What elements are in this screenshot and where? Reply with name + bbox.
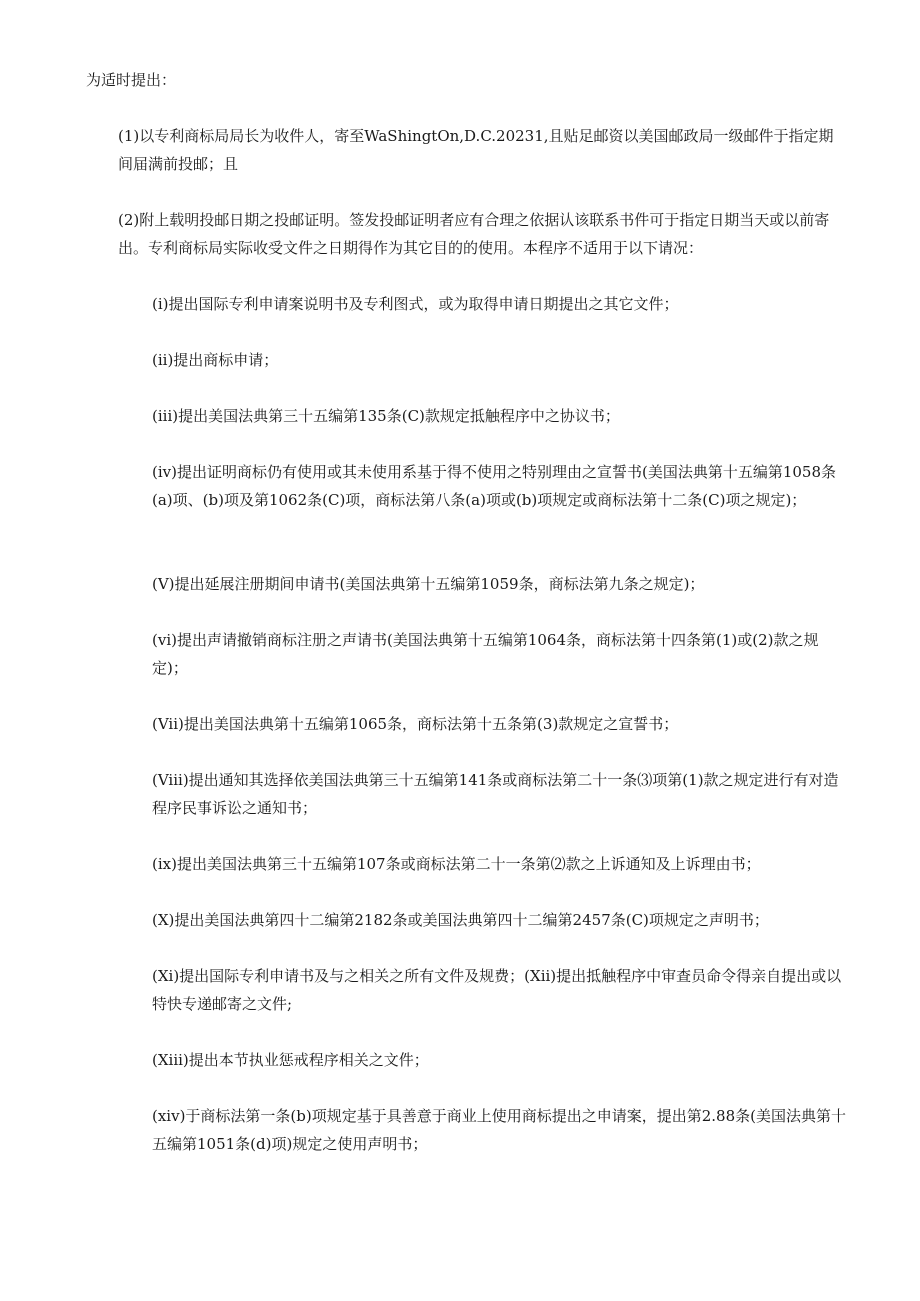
item-vi: (vi)提出声请撤销商标注册之声请书(美国法典第十五编第1064条，商标法第十四条第(1)或(2)款之规定)； <box>152 631 819 677</box>
item-ii: (ii)提出商标申请； <box>152 351 279 369</box>
clause-2: (2)附上载明投邮日期之投邮证明。签发投邮证明者应有合理之依据认该联系书件可于指定日期当天或以前寄出。专利商标局实际收受文件之日期得作为其它目的的使用。本程序不适用于以下请况： <box>118 211 830 257</box>
item-iv: (iv)提出证明商标仍有使用或其未使用系基于得不使用之特别理由之宣誓书(美国法典第十五编第1058条(a)项、(b)项及第1062条(C)项，商标法第八条(a)项或(b)项规定或商标法第十二条(C)项之规定)； <box>152 463 837 509</box>
item-xi-xii: (Xi)提出国际专利申请书及与之相关之所有文件及规费；(Xii)提出抵触程序中审查员命令得亲自提出或以特快专递邮寄之文件; <box>152 967 842 1013</box>
item-ix: (ix)提出美国法典第三十五编第107条或商标法第二十一条第⑵款之上诉通知及上诉理由书； <box>152 855 761 873</box>
item-xiv: (xiv)于商标法第一条(b)项规定基于具善意于商业上使用商标提出之申请案，提出第2.88条(美国法典第十五编第1051条(d)项)规定之使用声明书； <box>152 1107 846 1153</box>
item-i: (i)提出国际专利申请案说明书及专利图式，或为取得申请日期提出之其它文件； <box>152 295 679 313</box>
item-viii: (Viii)提出通知其选择依美国法典第三十五编第141条或商标法第二十一条⑶项第(1)款之规定进行有对造程序民事诉讼之通知书； <box>152 771 839 817</box>
item-iii: (iii)提出美国法典第三十五编第135条(C)款规定抵触程序中之协议书； <box>152 407 620 425</box>
item-v: (V)提出延展注册期间申请书(美国法典第十五编第1059条，商标法第九条之规定)； <box>152 575 705 593</box>
clause-1: (1)以专利商标局局长为收件人，寄至WaShingtOn,D.C.20231,且贴足邮资以美国邮政局一级邮件于指定期间届满前投邮；且 <box>118 127 834 173</box>
item-x: (X)提出美国法典第四十二编第2182条或美国法典第四十二编第2457条(C)项规定之声明书； <box>152 911 769 929</box>
intro-line: 为适时提出： <box>86 71 177 89</box>
item-vii: (Vii)提出美国法典第十五编第1065条，商标法第十五条第(3)款规定之宣誓书； <box>152 715 679 733</box>
item-xiii: (Xiii)提出本节执业惩戒程序相关之文件； <box>152 1051 429 1069</box>
